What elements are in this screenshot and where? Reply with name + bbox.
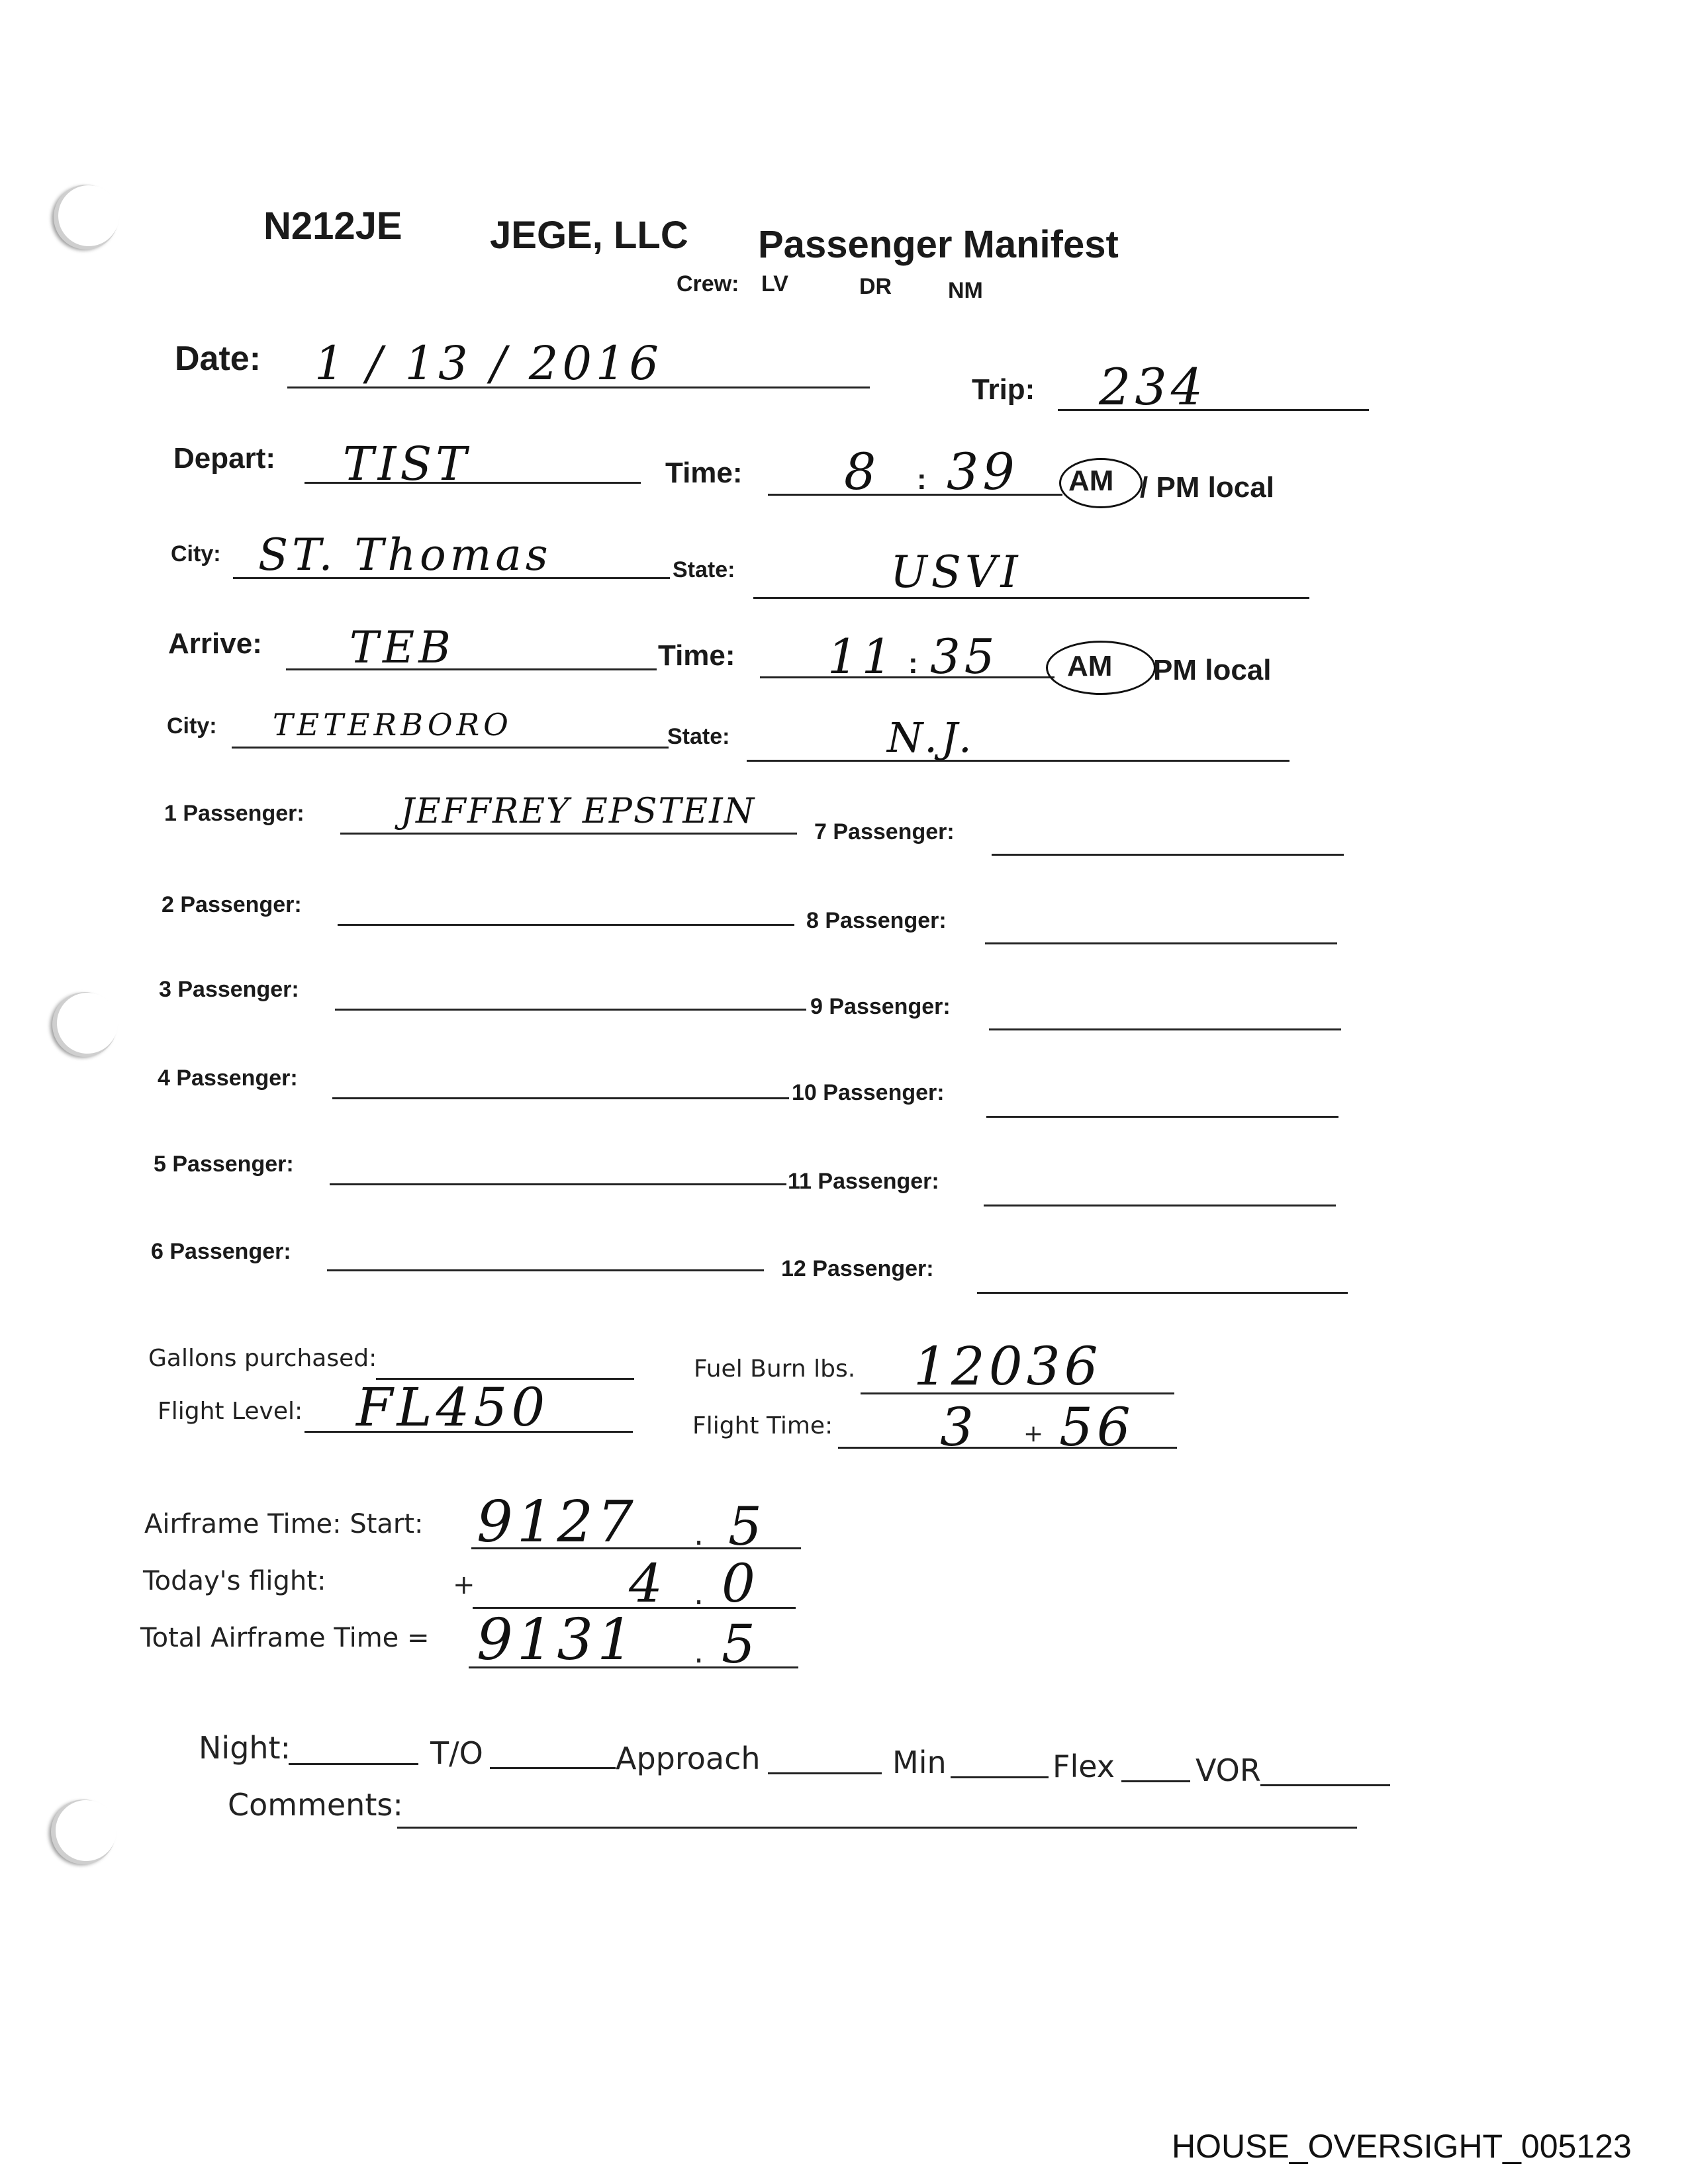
passenger-3-line [335, 1009, 806, 1011]
trip-value: 234 [1099, 357, 1207, 416]
to-line [490, 1767, 616, 1769]
fuel-burn-value: 12036 [914, 1336, 1102, 1397]
passenger-7-line [992, 854, 1344, 856]
depart-pm-local-label: / PM local [1140, 471, 1274, 504]
arrive-am-label: AM [1067, 650, 1113, 682]
passenger-4-line [332, 1097, 789, 1099]
todays-flight-label: Today's flight: [143, 1566, 326, 1596]
passenger-4-label: 4 Passenger: [158, 1066, 298, 1091]
trip-label: Trip: [972, 373, 1035, 406]
flight-time-separator: + [1023, 1420, 1044, 1447]
arrive-city-value: TETERBORO [273, 707, 512, 743]
airframe-start-whole: 9127 [477, 1489, 637, 1555]
passenger-10-label: 10 Passenger: [792, 1080, 945, 1105]
depart-time-colon: : [917, 463, 927, 496]
to-label: T/O [430, 1735, 483, 1771]
total-airframe-decimal: . [694, 1633, 704, 1670]
binder-hole-middle [57, 993, 118, 1054]
date-label: Date: [175, 340, 261, 378]
gallons-purchased-label: Gallons purchased: [148, 1345, 377, 1372]
depart-am-label: AM [1068, 465, 1114, 497]
flight-time-label: Flight Time: [692, 1412, 833, 1439]
crew-label: Crew: [677, 271, 739, 296]
passenger-11-line [984, 1205, 1336, 1206]
todays-flight-whole: 4 [629, 1553, 667, 1614]
depart-city-label: City: [171, 541, 221, 567]
comments-label: Comments: [228, 1787, 403, 1823]
tail-number: N212JE [263, 205, 402, 248]
flight-level-label: Flight Level: [158, 1398, 303, 1425]
comments-line [397, 1827, 1357, 1829]
arrive-city-line [232, 747, 669, 749]
arrive-pm-local-label: PM local [1153, 654, 1272, 686]
airframe-start-tenth: 5 [728, 1496, 766, 1557]
form-title: Passenger Manifest [758, 223, 1119, 266]
passenger-10-line [986, 1116, 1338, 1118]
vor-label: VOR [1196, 1752, 1261, 1788]
binder-hole-bottom [56, 1800, 117, 1861]
flight-level-value: FL450 [356, 1377, 549, 1438]
min-line [951, 1776, 1049, 1778]
crew-3: NM [948, 278, 983, 303]
night-line [289, 1763, 418, 1765]
approach-label: Approach [616, 1741, 761, 1776]
depart-time-hour: 8 [844, 442, 880, 501]
flex-label: Flex [1053, 1749, 1115, 1784]
depart-state-value: USVI [890, 547, 1022, 598]
night-label: Night: [199, 1730, 291, 1766]
arrive-state-line [747, 760, 1289, 762]
passenger-11-label: 11 Passenger: [788, 1169, 939, 1194]
flex-line [1121, 1780, 1190, 1782]
arrive-state-label: State: [667, 724, 730, 749]
vor-line [1260, 1784, 1390, 1786]
arrive-label: Arrive: [168, 627, 262, 660]
fuel-burn-label: Fuel Burn lbs. [694, 1355, 856, 1383]
todays-flight-tenth: 0 [722, 1553, 759, 1614]
total-airframe-label: Total Airframe Time = [140, 1623, 430, 1653]
arrive-time-label: Time: [658, 639, 735, 672]
passenger-6-line [327, 1269, 764, 1271]
arrive-line [286, 668, 657, 670]
depart-state-line [753, 597, 1309, 599]
depart-time-label: Time: [665, 457, 743, 489]
crew-2: DR [859, 274, 892, 299]
total-airframe-tenth: 5 [722, 1614, 759, 1675]
arrive-time-hour: 11 [827, 629, 896, 684]
passenger-2-line [338, 924, 794, 926]
crew-1: LV [761, 271, 788, 296]
arrive-time-line [760, 676, 1055, 678]
passenger-9-label: 9 Passenger: [810, 994, 951, 1019]
total-airframe-whole: 9131 [477, 1607, 637, 1673]
airframe-start-label: Airframe Time: Start: [144, 1509, 424, 1539]
passenger-12-label: 12 Passenger: [781, 1256, 934, 1281]
passenger-5-line [330, 1183, 786, 1185]
passenger-1-label: 1 Passenger: [164, 801, 305, 826]
passenger-8-label: 8 Passenger: [806, 908, 947, 933]
bates-number: HOUSE_OVERSIGHT_005123 [1172, 2128, 1632, 2165]
date-value: 1 / 13 / 2016 [314, 336, 663, 390]
passenger-2-label: 2 Passenger: [162, 892, 302, 917]
binder-hole-top [58, 185, 119, 246]
airframe-start-decimal: . [694, 1516, 704, 1553]
depart-label: Depart: [173, 442, 276, 475]
passenger-12-line [977, 1292, 1348, 1294]
todays-flight-decimal: . [694, 1575, 704, 1612]
passenger-7-label: 7 Passenger: [814, 819, 955, 844]
arrive-time-min: 35 [930, 629, 999, 684]
arrive-value: TEB [350, 622, 455, 673]
min-label: Min [892, 1745, 947, 1780]
passenger-1-value: JEFFREY EPSTEIN [400, 792, 756, 831]
flight-time-hours: 3 [940, 1396, 978, 1458]
approach-line [768, 1772, 882, 1774]
passenger-8-line [985, 942, 1337, 944]
passenger-6-label: 6 Passenger: [151, 1239, 291, 1264]
depart-value: TIST [343, 437, 471, 491]
passenger-1-line [340, 833, 797, 835]
company-name: JEGE, LLC [490, 214, 688, 257]
depart-time-min: 39 [947, 442, 1019, 501]
arrive-city-label: City: [167, 713, 217, 739]
todays-flight-plus: + [453, 1570, 475, 1600]
passenger-5-label: 5 Passenger: [154, 1152, 294, 1177]
arrive-state-value: N.J. [887, 713, 976, 762]
arrive-time-colon: : [908, 647, 918, 680]
passenger-3-label: 3 Passenger: [159, 977, 299, 1002]
depart-city-value: ST. Thomas [258, 529, 552, 580]
passenger-9-line [989, 1028, 1341, 1030]
flight-time-minutes: 56 [1059, 1396, 1135, 1458]
depart-state-label: State: [673, 557, 735, 582]
